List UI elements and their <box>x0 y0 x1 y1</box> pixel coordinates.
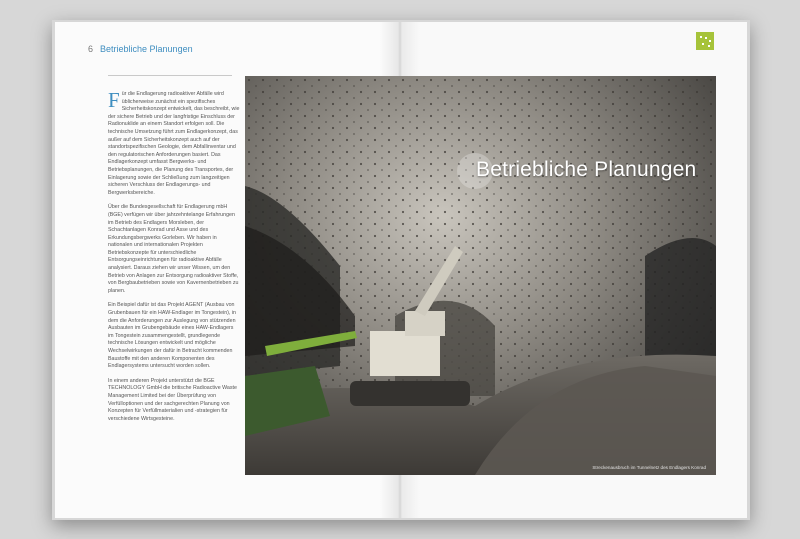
dropcap: F <box>108 88 120 112</box>
paragraph-1-text: ür die Endlagerung radioaktiver Abfälle wird üblicherweise zunächst ein spezifisches Sicherheitskonzept entwickelt, das beschreibt, wie der sichere Betrieb und der langfristige Einschluss der Radionuklide an einem Standort erfolgen soll. Die technische Umsetzung führt zum Endlagerkonzept, das außer auf dem Sicherheitskonzept auch auf der standortspezifischen Geologie, dem Abfallinventar und den regulatorischen Anforderungen basiert. Das Endlagerkonzept umfasst Bergwerks- und Betriebsplanungen, die Planung des Transportes, der Einlagerung sowie der Schließung zum langzeitigen sicheren Verschluss der Endlagerungs- und Bergwerksbereiche. <box>108 91 240 196</box>
column-rule <box>108 75 232 76</box>
brand-logo-icon <box>696 32 714 50</box>
paragraph-intro <box>108 88 240 197</box>
page-number: 6 <box>88 44 94 54</box>
photo-title: Betriebliche Planungen <box>476 158 697 181</box>
tunnel-illustration <box>245 76 716 475</box>
section-title: Betriebliche Planungen <box>100 44 193 54</box>
article-body <box>108 88 240 430</box>
paragraph-2: Über die Bundesgesellschaft für Endlagerung mbH (BGE) verfügen wir über jahrzehntelange Erfahrungen im Betrieb des Endlagers Morsleben, der Schachtanlagen Konrad und Asse und des Erkundungsbergwerks Gorleben. Wir haben in nationalen und internationalen Projekten Betriebskonzepte für unterschiedliche Entsorgungseinrichtungen für radioaktive Abfälle analysiert. Daraus ziehen wir unser Wissen, um den Betrieb von Anlagen zur Entsorgung radioaktiver Stoffe, von Bergbaubetrieben sowie von Kavernenbetrieben zu planen. <box>108 204 239 294</box>
tunnel-photo <box>245 76 716 475</box>
paragraph-3: Ein Beispiel dafür ist das Projekt AGENT (Ausbau von Grubenbauen für ein HAW-Endlager im Tongestein), in dem die Anforderungen zur Auslegung von stützenden Ausbauten im Grubengebäude eines HAW-Endlagers im Tongestein zusammengestellt, grundlegende technische Lösungen entwickelt und mögliche Wechselwirkungen der dafür in Betracht kommenden Baustoffe mit den anderen Komponenten des Endlagersystems untersucht worden sollen. <box>108 302 236 370</box>
photo-caption: Streckenausbruch im Tunnelnetz des Endlagers Konrad <box>592 465 706 470</box>
paragraph-4: In einem anderen Projekt unterstützt die BGE TECHNOLOGY GmbH die britische Radioactive Waste Management Limited bei der Überprüfung von Verfülloptionen und der sachgerechten Planung von Konzepten für Verfüllmaterialien und -strategien für verschiedene Wirtsgesteine. <box>108 377 237 422</box>
running-header <box>88 44 193 54</box>
